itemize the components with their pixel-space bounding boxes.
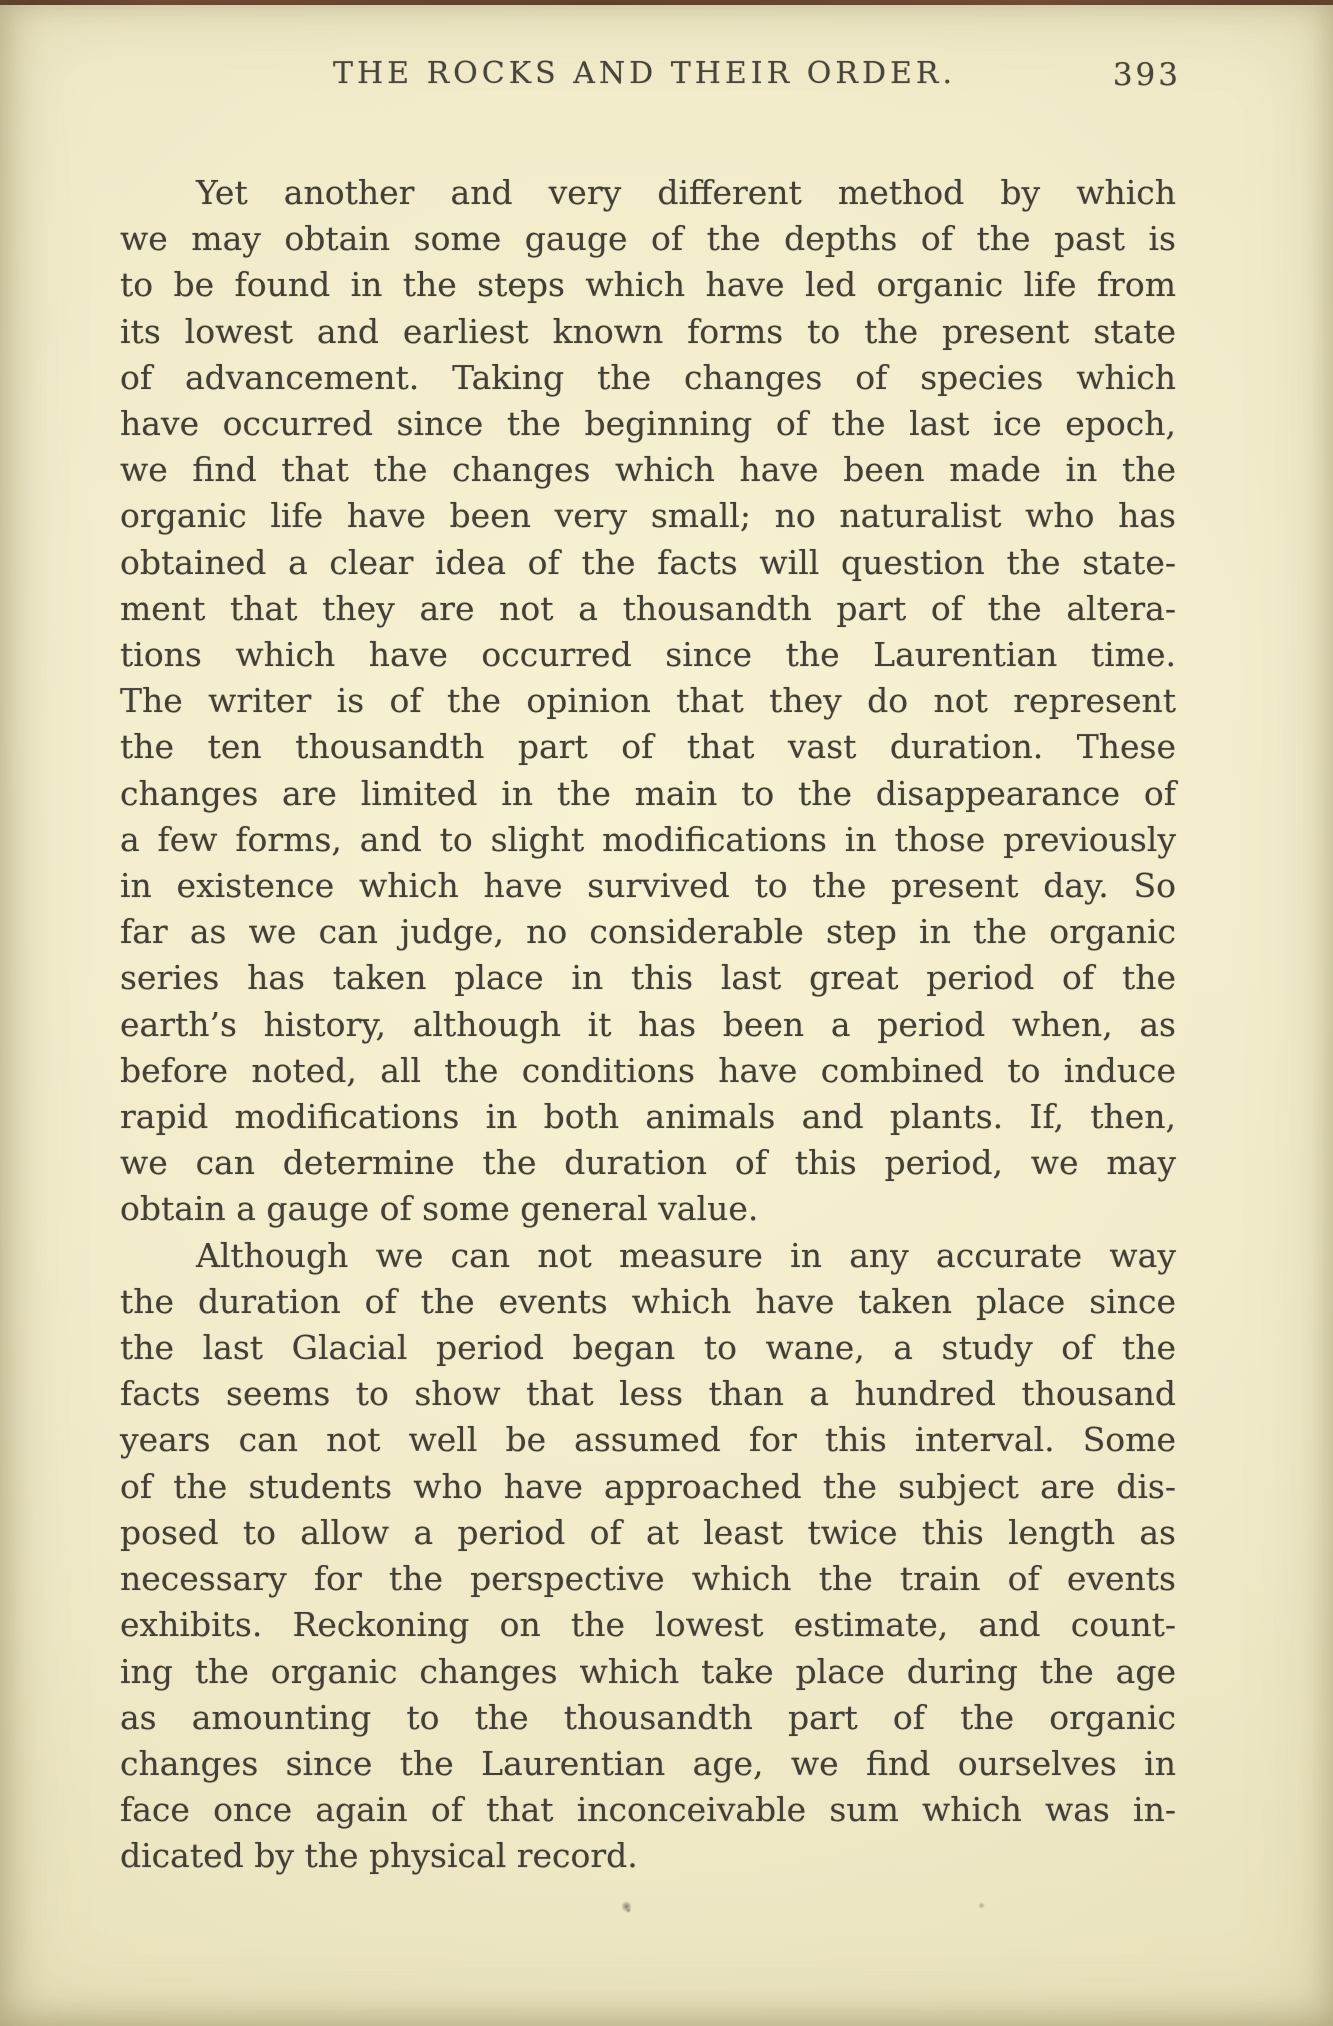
text-line: to be found in the steps which have led organic life from (120, 265, 1176, 305)
text-line: of the students who have approached the subject are dis- (120, 1466, 1176, 1506)
text-line: as amounting to the thousandth part of the organic (120, 1697, 1176, 1737)
text-line: the ten thousandth part of that vast duration. These (120, 727, 1176, 767)
text-line: changes since the Laurentian age, we find ourselves in (120, 1743, 1176, 1783)
text-line: rapid modifications in both animals and plants. If, then, (120, 1097, 1176, 1137)
text-line: facts seems to show that less than a hundred thousand (120, 1374, 1176, 1414)
text-line: series has taken place in this last great period of the (120, 958, 1176, 998)
scan-speck (622, 1900, 631, 1913)
text-line: Although we can not measure in any accurate way (196, 1235, 1176, 1275)
page-header (0, 56, 1333, 100)
text-line: years can not well be assumed for this interval. Some (120, 1420, 1176, 1460)
text-line: Yet another and very different method by which (196, 173, 1176, 212)
text-line: before noted, all the conditions have combined to induce (120, 1050, 1176, 1090)
text-line: organic life have been very small; no naturalist who has (120, 496, 1176, 536)
scan-speck (978, 1902, 985, 1909)
text-line: we can determine the duration of this period, we may (120, 1143, 1176, 1183)
text-line: the duration of the events which have taken place since (120, 1281, 1176, 1321)
page-number: 393 (1112, 57, 1181, 93)
text-line: ing the organic changes which take place during the age (120, 1651, 1176, 1691)
text-line: ment that they are not a thousandth part of the altera- (120, 588, 1176, 628)
paragraph-1 (120, 170, 1176, 1233)
text-line: have occurred since the beginning of the last ice epoch, (120, 404, 1176, 444)
text-line: obtain a gauge of some general value. (120, 1189, 759, 1229)
paragraph-2 (120, 1233, 1176, 1880)
text-line: obtained a clear idea of the facts will question the state- (120, 542, 1176, 582)
running-title: THE ROCKS AND THEIR ORDER. (332, 56, 957, 91)
text-line: we find that the changes which have been made in the (120, 450, 1176, 490)
text-line: exhibits. Reckoning on the lowest estimate, and count- (120, 1605, 1176, 1645)
text-line: a few forms, and to slight modifications in those previously (120, 819, 1176, 859)
text-line: of advancement. Taking the changes of species which (120, 357, 1176, 397)
text-line: the last Glacial period began to wane, a study of the (120, 1328, 1176, 1368)
text-line: changes are limited in the main to the disappearance of (120, 773, 1176, 813)
text-line: in existence which have survived to the present day. So (120, 866, 1176, 906)
text-line: far as we can judge, no considerable step in the organic (120, 912, 1176, 952)
page-body (120, 170, 1176, 1880)
text-line: we may obtain some gauge of the depths of the past is (120, 219, 1176, 259)
text-line: necessary for the perspective which the train of events (120, 1559, 1176, 1599)
scan-top-edge (0, 0, 1333, 5)
text-line: earth’s history, although it has been a period when, as (120, 1004, 1176, 1044)
text-line: posed to allow a period of at least twice this length as (120, 1512, 1176, 1552)
text-line: its lowest and earliest known forms to the present state (120, 311, 1176, 351)
text-line: face once again of that inconceivable sum which was in- (120, 1790, 1176, 1830)
text-line: dicated by the physical record. (120, 1836, 638, 1876)
text-line: tions which have occurred since the Laurentian time. (120, 635, 1176, 675)
text-line: The writer is of the opinion that they do not represent (120, 681, 1176, 721)
